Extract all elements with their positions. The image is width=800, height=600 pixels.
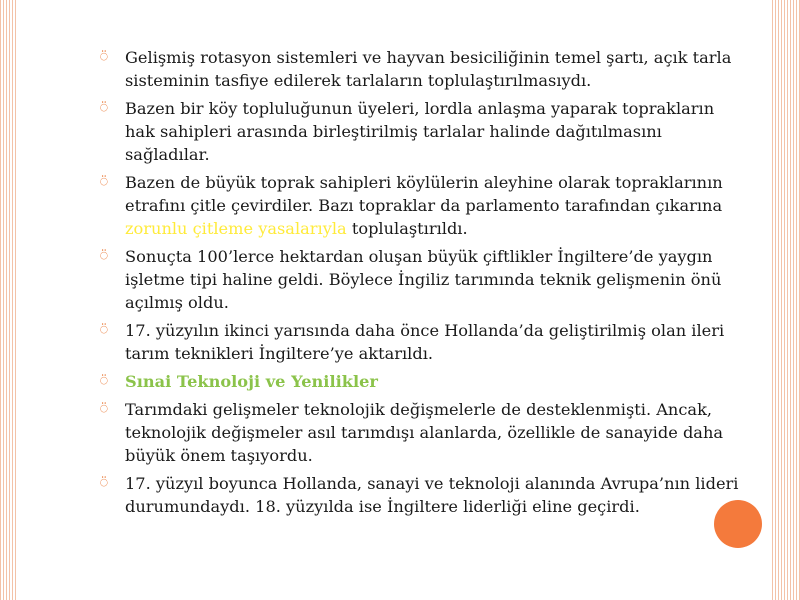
bullet-icon: ⍥ [100,323,108,338]
bullet-item [100,398,740,467]
bullet-item [100,245,740,314]
bullet-text-start: Bazen de büyük toprak sahipleri köylülerin aleyhine olarak topraklarının etrafını çitle çevirdiler. Bazı topraklar da parlamento tarafından çıkarına [125,173,723,215]
section-heading: Sınai Teknoloji ve Yenilikler [125,372,378,391]
bullet-icon: ⍥ [100,402,108,417]
bullet-text: Tarımdaki gelişmeler teknolojik değişmelerle de desteklenmişti. Ancak, teknolojik değişmeler asıl tarımdışı alanlarda, özellikle de sanayide daha büyük önem taşıyordu. [125,400,724,465]
bullet-item [100,97,740,166]
bullet-text: Gelişmiş rotasyon sistemleri ve hayvan besiciliğinin temel şartı, açık tarla sisteminin tasfiye edilerek tarlaların toplulaştırılmasıydı. [125,48,732,90]
right-border-decoration [772,0,800,600]
bullet-text: Bazen bir köy topluluğunun üyeleri, lordla anlaşma yaparak toprakların hak sahipleri arasında birleştirilmiş tarlalar halinde dağıtılmasını sağladılar. [125,99,715,164]
bullet-icon: ⍥ [100,374,108,389]
bullet-text: 17. yüzyılın ikinci yarısında daha önce Hollanda’da geliştirilmiş olan ileri tarım teknikleri İngiltere’ye aktarıldı. [125,321,725,363]
bullet-item [100,46,740,92]
bullet-icon: ⍥ [100,50,108,65]
bullet-item [100,171,740,240]
bullet-text: 17. yüzyıl boyunca Hollanda, sanayi ve teknoloji alanında Avrupa’nın lideri durumundaydı. 18. yüzyılda ise İngiltere liderliği eline geçirdi. [125,474,739,516]
bullet-text: Sonuçta 100’lerce hektardan oluşan büyük çiftlikler İngiltere’de yaygın işletme tipi haline geldi. Böylece İngiliz tarımında teknik gelişmenin önü açılmış oldu. [125,247,722,312]
bullet-item [100,319,740,365]
highlighted-link-text[interactable]: zorunlu çitleme yasalarıyla [125,219,347,238]
bullet-icon: ⍥ [100,476,108,491]
bullet-text-end: toplulaştırıldı. [346,219,468,238]
decorative-circle [714,500,762,548]
left-border-decoration [0,0,18,600]
bullet-item-heading [100,370,740,393]
slide-body [100,46,740,523]
bullet-text [125,173,723,238]
bullet-icon: ⍥ [100,101,108,116]
bullet-icon: ⍥ [100,175,108,190]
bullet-icon: ⍥ [100,249,108,264]
bullet-item [100,472,740,518]
